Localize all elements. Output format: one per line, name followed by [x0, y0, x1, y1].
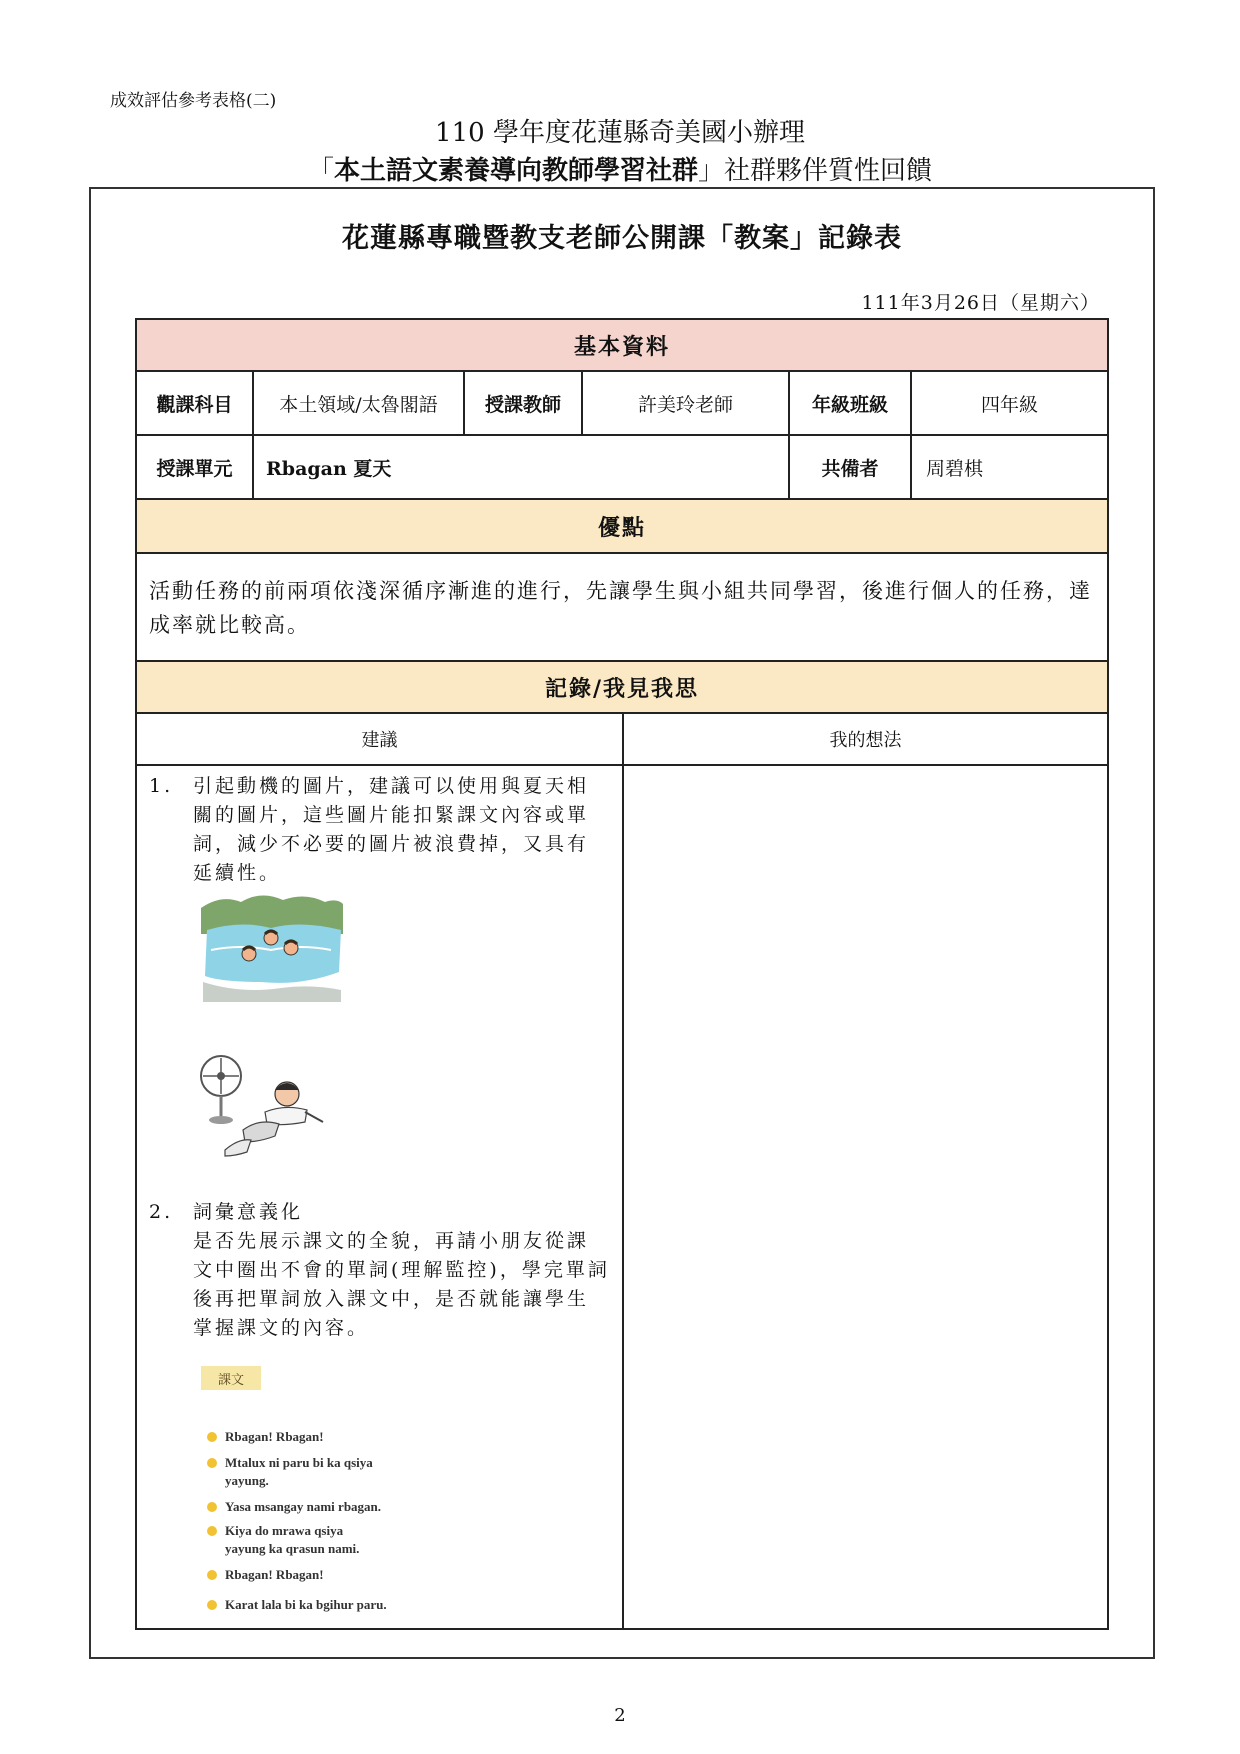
unit-value: Rbagan 夏天	[252, 436, 788, 498]
record-table	[135, 318, 1109, 1630]
lesson-line-1: Rbagan! Rbagan!	[225, 1429, 324, 1444]
item-2-number: 2.	[149, 1201, 174, 1223]
lesson-bullet-2	[207, 1458, 217, 1468]
form-date: 111年3月26日（星期六）	[861, 292, 1100, 314]
item-1-line-4: 延續性。	[193, 862, 282, 884]
community-name: 本土語文素養導向教師學習社群	[333, 156, 698, 186]
grade-value: 四年級	[910, 372, 1107, 434]
lesson-line-8: Karat lala bi ka bgihur paru.	[225, 1597, 387, 1612]
lesson-bullet-3	[207, 1502, 217, 1512]
coprep-label: 共備者	[788, 436, 910, 498]
thoughts-column-heading: 我的想法	[622, 714, 1107, 764]
lesson-line-6: yayung ka qrasun nami.	[225, 1541, 360, 1556]
lesson-line-7: Rbagan! Rbagan!	[225, 1567, 324, 1582]
strengths-heading-text: 優點	[597, 514, 646, 541]
lesson-line-4: Yasa msangay nami rbagan.	[225, 1499, 382, 1514]
lesson-line-3: yayung.	[225, 1473, 269, 1488]
item-1-line-2: 關的圖片，這些圖片能扣緊課文內容或單	[193, 804, 590, 826]
reflection-body	[137, 766, 1107, 1628]
document-subtitle	[0, 150, 1240, 187]
subtitle-rest: 」社群夥伴質性回饋	[698, 156, 933, 186]
item-2-line-4: 後再把單詞放入課文中，是否就能讓學生	[193, 1288, 590, 1310]
subject-value: 本土領域/太魯閣語	[252, 372, 463, 434]
item-1-line-3: 詞，減少不必要的圖片被浪費掉，又具有	[193, 833, 590, 855]
strengths-row	[137, 554, 1107, 662]
basic-info-row-2	[137, 436, 1107, 500]
basic-info-row-1	[137, 372, 1107, 436]
unit-label: 授課單元	[156, 457, 233, 480]
reflection-heading	[137, 662, 1107, 714]
item-2-line-1: 詞彙意義化	[193, 1201, 304, 1223]
lesson-bullet-4	[207, 1526, 217, 1536]
teacher-label: 授課教師	[463, 372, 581, 434]
lesson-bullet-1	[207, 1432, 217, 1442]
basic-info-heading-text: 基本資料	[573, 333, 670, 360]
header-note: 成效評估參考表格(二)	[110, 91, 277, 111]
column-divider	[622, 766, 624, 1628]
subtitle-open-bracket: 「	[307, 156, 334, 186]
grade-label: 年級班級	[788, 372, 910, 434]
reflection-heading-text: 記錄/我見我思	[544, 675, 700, 702]
swimming-children-illustration	[201, 890, 343, 1002]
suggest-column-heading: 建議	[361, 730, 398, 751]
lesson-tag: 課文	[201, 1366, 261, 1390]
lesson-bullet-5	[207, 1570, 217, 1580]
strengths-text: 活動任務的前兩項依淺深循序漸進的進行，先讓學生與小組共同學習，後進行個人的任務，達成率就比較高。	[149, 579, 1092, 637]
fan-and-boy-illustration	[195, 1052, 335, 1180]
reflection-columns	[137, 714, 1107, 766]
item-1-number: 1.	[149, 775, 174, 797]
lesson-bullet-6	[207, 1600, 217, 1610]
item-2-line-5: 掌握課文的內容。	[193, 1317, 370, 1339]
lesson-line-2: Mtalux ni paru bi ka qsiya	[225, 1455, 373, 1470]
item-1-line-1: 引起動機的圖片，建議可以使用與夏天相	[193, 775, 590, 797]
basic-info-heading	[137, 320, 1107, 372]
subject-label: 觀課科目	[156, 393, 233, 416]
item-2-line-2: 是否先展示課文的全貌，再請小朋友從課	[193, 1230, 590, 1252]
strengths-heading	[137, 500, 1107, 554]
coprep-value: 周碧棋	[910, 436, 1107, 498]
lesson-line-5: Kiya do mrawa qsiya	[225, 1523, 344, 1538]
teacher-value: 許美玲老師	[581, 372, 788, 434]
document-title: 110 學年度花蓮縣奇美國小辦理	[435, 118, 805, 148]
item-2-line-3: 文中圈出不會的單詞(理解監控)，學完單詞	[193, 1259, 610, 1281]
page-number: 2	[614, 1705, 626, 1726]
form-title: 花蓮縣專職暨教支老師公開課「教案」記錄表	[342, 223, 902, 254]
